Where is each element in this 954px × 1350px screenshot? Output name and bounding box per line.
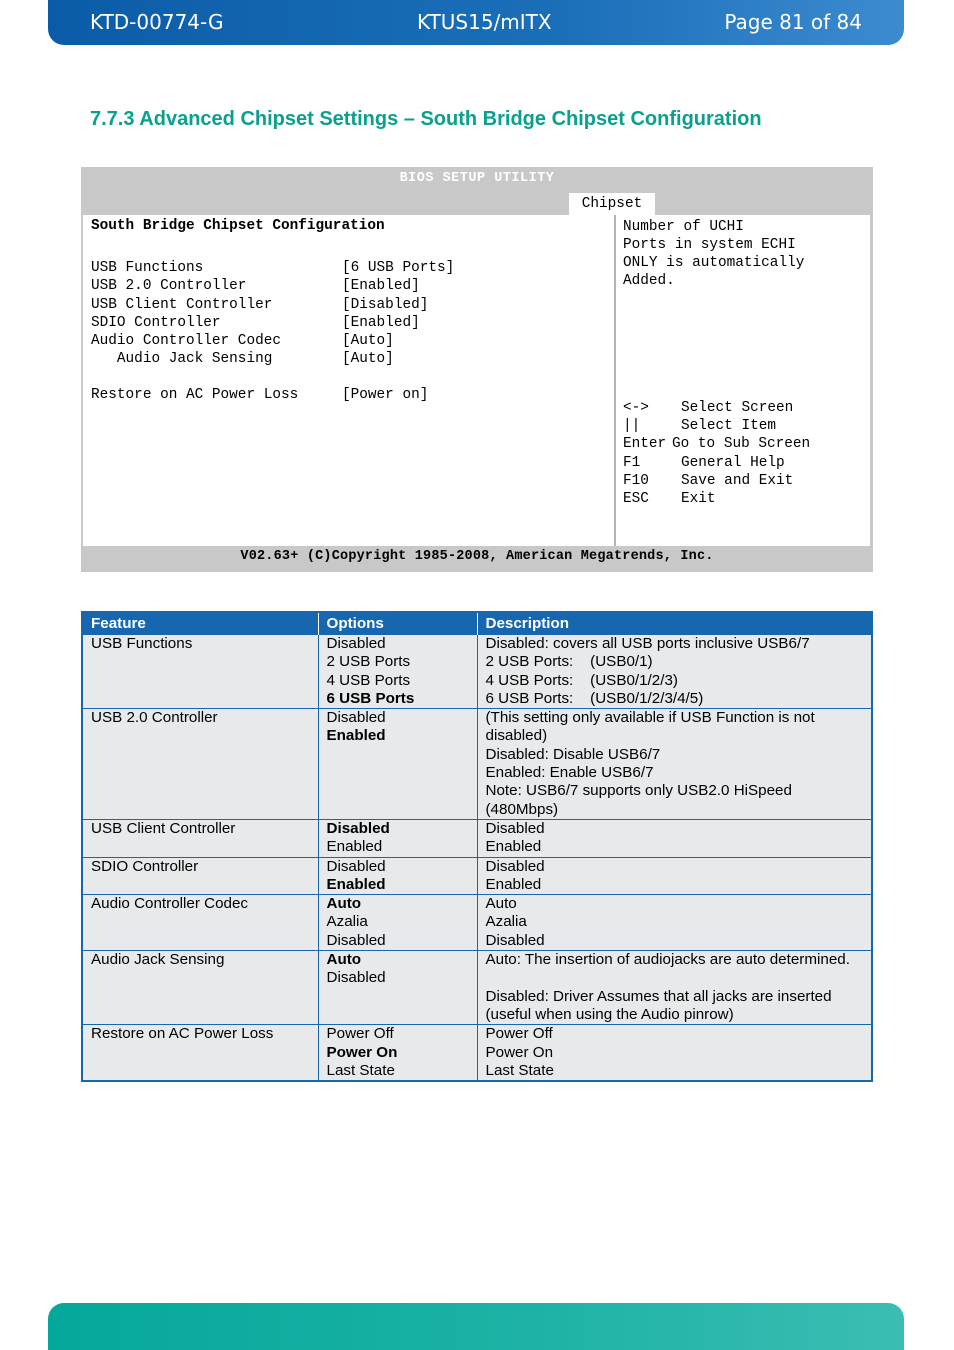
description-cell <box>477 951 872 1025</box>
bios-key: || <box>623 418 641 434</box>
description-line: Auto: The insertion of audiojacks are auto determined. <box>485 951 850 969</box>
description-line: Disabled <box>485 931 545 949</box>
bios-key-action: Save and Exit <box>681 473 794 489</box>
default-option: Disabled <box>326 819 390 837</box>
feature-cell: Audio Jack Sensing <box>82 951 318 1025</box>
description-line: 4 USB Ports: (USB0/1/2/3) <box>485 671 678 689</box>
bios-setting-label: Restore on AC Power Loss <box>91 387 299 403</box>
description-line: Disabled: Disable USB6/7 <box>485 745 661 763</box>
description-line: Enabled: Enable USB6/7 <box>485 764 654 782</box>
feature-cell: USB 2.0 Controller <box>82 709 318 820</box>
options-cell <box>318 895 477 951</box>
option: Disabled <box>326 635 386 652</box>
description-line: 6 USB Ports: (USB0/1/2/3/4/5) <box>485 689 704 707</box>
table-header-row <box>82 612 872 635</box>
description-line: Disabled <box>485 819 545 837</box>
option: Enabled <box>326 838 383 856</box>
description-line: Disabled: Driver Assumes that all jacks are inserted (useful when using the Audio pinrow) <box>485 987 832 1023</box>
default-option: Power On <box>326 1043 398 1061</box>
column-header-options: Options <box>318 612 477 635</box>
settings-table <box>81 611 873 1082</box>
bios-settings-panel <box>83 215 616 546</box>
bios-setting-label: USB Client Controller <box>91 297 273 313</box>
bios-setting-value: [Enabled] <box>342 315 420 331</box>
feature-cell: Audio Controller Codec <box>82 895 318 951</box>
option: Power Off <box>326 1025 394 1043</box>
description-line: Enabled <box>485 875 542 893</box>
option: Disabled <box>326 857 386 875</box>
bios-key: <-> <box>623 400 649 416</box>
page-footer-bar <box>48 1303 904 1350</box>
bios-key: Enter <box>623 436 667 452</box>
page-number: Page 81 of 84 <box>724 10 862 34</box>
description-line: Power On <box>485 1043 554 1061</box>
description-line: Disabled <box>485 857 545 875</box>
description-cell <box>477 857 872 895</box>
table-row <box>82 1025 872 1081</box>
bios-setting-value: [6 USB Ports] <box>342 260 455 276</box>
option: Last State <box>326 1061 395 1079</box>
option: Disabled <box>326 709 386 727</box>
description-line: Last State <box>485 1061 554 1079</box>
options-cell <box>318 709 477 820</box>
bios-setting-label: USB Functions <box>91 260 204 276</box>
bios-key: ESC <box>623 491 649 507</box>
options-cell <box>318 819 477 857</box>
bios-setting-label: Audio Controller Codec <box>91 333 281 349</box>
bios-screen-title: South Bridge Chipset Configuration <box>91 218 385 234</box>
bios-help-line: Added. <box>623 273 675 289</box>
description-line: Auto <box>485 895 517 913</box>
description-line: 2 USB Ports: (USB0/1) <box>485 653 653 671</box>
description-cell <box>477 895 872 951</box>
bios-tab-chipset: Chipset <box>569 193 655 215</box>
column-header-feature: Feature <box>82 612 318 635</box>
bios-help-panel <box>616 215 870 546</box>
bios-copyright: V02.63+ (C)Copyright 1985-2008, American Megatrends, Inc. <box>240 549 714 564</box>
description-cell <box>477 709 872 820</box>
default-option: Enabled <box>326 727 386 745</box>
description-line: Disabled: covers all USB ports inclusive USB6/7 <box>485 635 810 652</box>
description-cell <box>477 635 872 709</box>
bios-title: BIOS SETUP UTILITY <box>399 171 555 186</box>
table-row <box>82 709 872 820</box>
bios-setting-label: SDIO Controller <box>91 315 221 331</box>
description-line: Enabled <box>485 838 542 856</box>
default-option: 6 USB Ports <box>326 689 415 707</box>
description-line: Power Off <box>485 1025 553 1043</box>
table-row <box>82 951 872 1025</box>
options-cell <box>318 1025 477 1081</box>
table-row <box>82 895 872 951</box>
section-title: 7.7.3 Advanced Chipset Settings – South Bridge Chipset Configuration <box>90 108 762 130</box>
option: Azalia <box>326 913 368 931</box>
bios-key-action: Select Item <box>681 418 776 434</box>
bios-screenshot <box>81 167 873 572</box>
bios-key-action: Go to Sub Screen <box>672 436 811 452</box>
document-id: KTD-00774-G <box>90 10 224 34</box>
options-cell <box>318 951 477 1025</box>
bios-key-action: Exit <box>681 491 716 507</box>
bios-key: F1 <box>623 455 641 471</box>
bios-key: F10 <box>623 473 649 489</box>
bios-setting-value: [Disabled] <box>342 297 429 313</box>
description-cell <box>477 819 872 857</box>
description-blank-line <box>486 969 864 987</box>
bios-setting-value: [Auto] <box>342 351 394 367</box>
option: 4 USB Ports <box>326 671 411 689</box>
page-header <box>48 0 904 45</box>
description-line: (This setting only available if USB Function is not disabled) <box>485 709 815 745</box>
options-cell <box>318 635 477 709</box>
bios-setting-value: [Enabled] <box>342 278 420 294</box>
bios-setting-label: Audio Jack Sensing <box>91 351 273 367</box>
column-header-description: Description <box>477 612 872 635</box>
default-option: Auto <box>326 895 362 913</box>
table-row <box>82 635 872 709</box>
description-cell <box>477 1025 872 1081</box>
bios-setting-label: USB 2.0 Controller <box>91 278 247 294</box>
table-row <box>82 857 872 895</box>
description-line: Azalia <box>485 913 527 931</box>
bios-help-line: Ports in system ECHI <box>623 237 796 253</box>
feature-cell: USB Functions <box>82 635 318 709</box>
table-row <box>82 819 872 857</box>
default-option: Auto <box>326 951 362 969</box>
feature-cell: SDIO Controller <box>82 857 318 895</box>
feature-cell: Restore on AC Power Loss <box>82 1025 318 1081</box>
option: 2 USB Ports <box>326 653 411 671</box>
bios-key-action: General Help <box>681 455 785 471</box>
feature-cell: USB Client Controller <box>82 819 318 857</box>
product-name: KTUS15/mITX <box>417 10 552 34</box>
bios-key-action: Select Screen <box>681 400 794 416</box>
bios-help-line: Number of UCHI <box>623 219 744 235</box>
bios-setting-value: [Power on] <box>342 387 429 403</box>
description-line: Note: USB6/7 supports only USB2.0 HiSpeed (480Mbps) <box>485 782 792 818</box>
bios-help-line: ONLY is automatically <box>623 255 805 271</box>
option: Disabled <box>326 931 386 949</box>
default-option: Enabled <box>326 875 386 893</box>
option: Disabled <box>326 969 386 987</box>
options-cell <box>318 857 477 895</box>
bios-setting-value: [Auto] <box>342 333 394 349</box>
